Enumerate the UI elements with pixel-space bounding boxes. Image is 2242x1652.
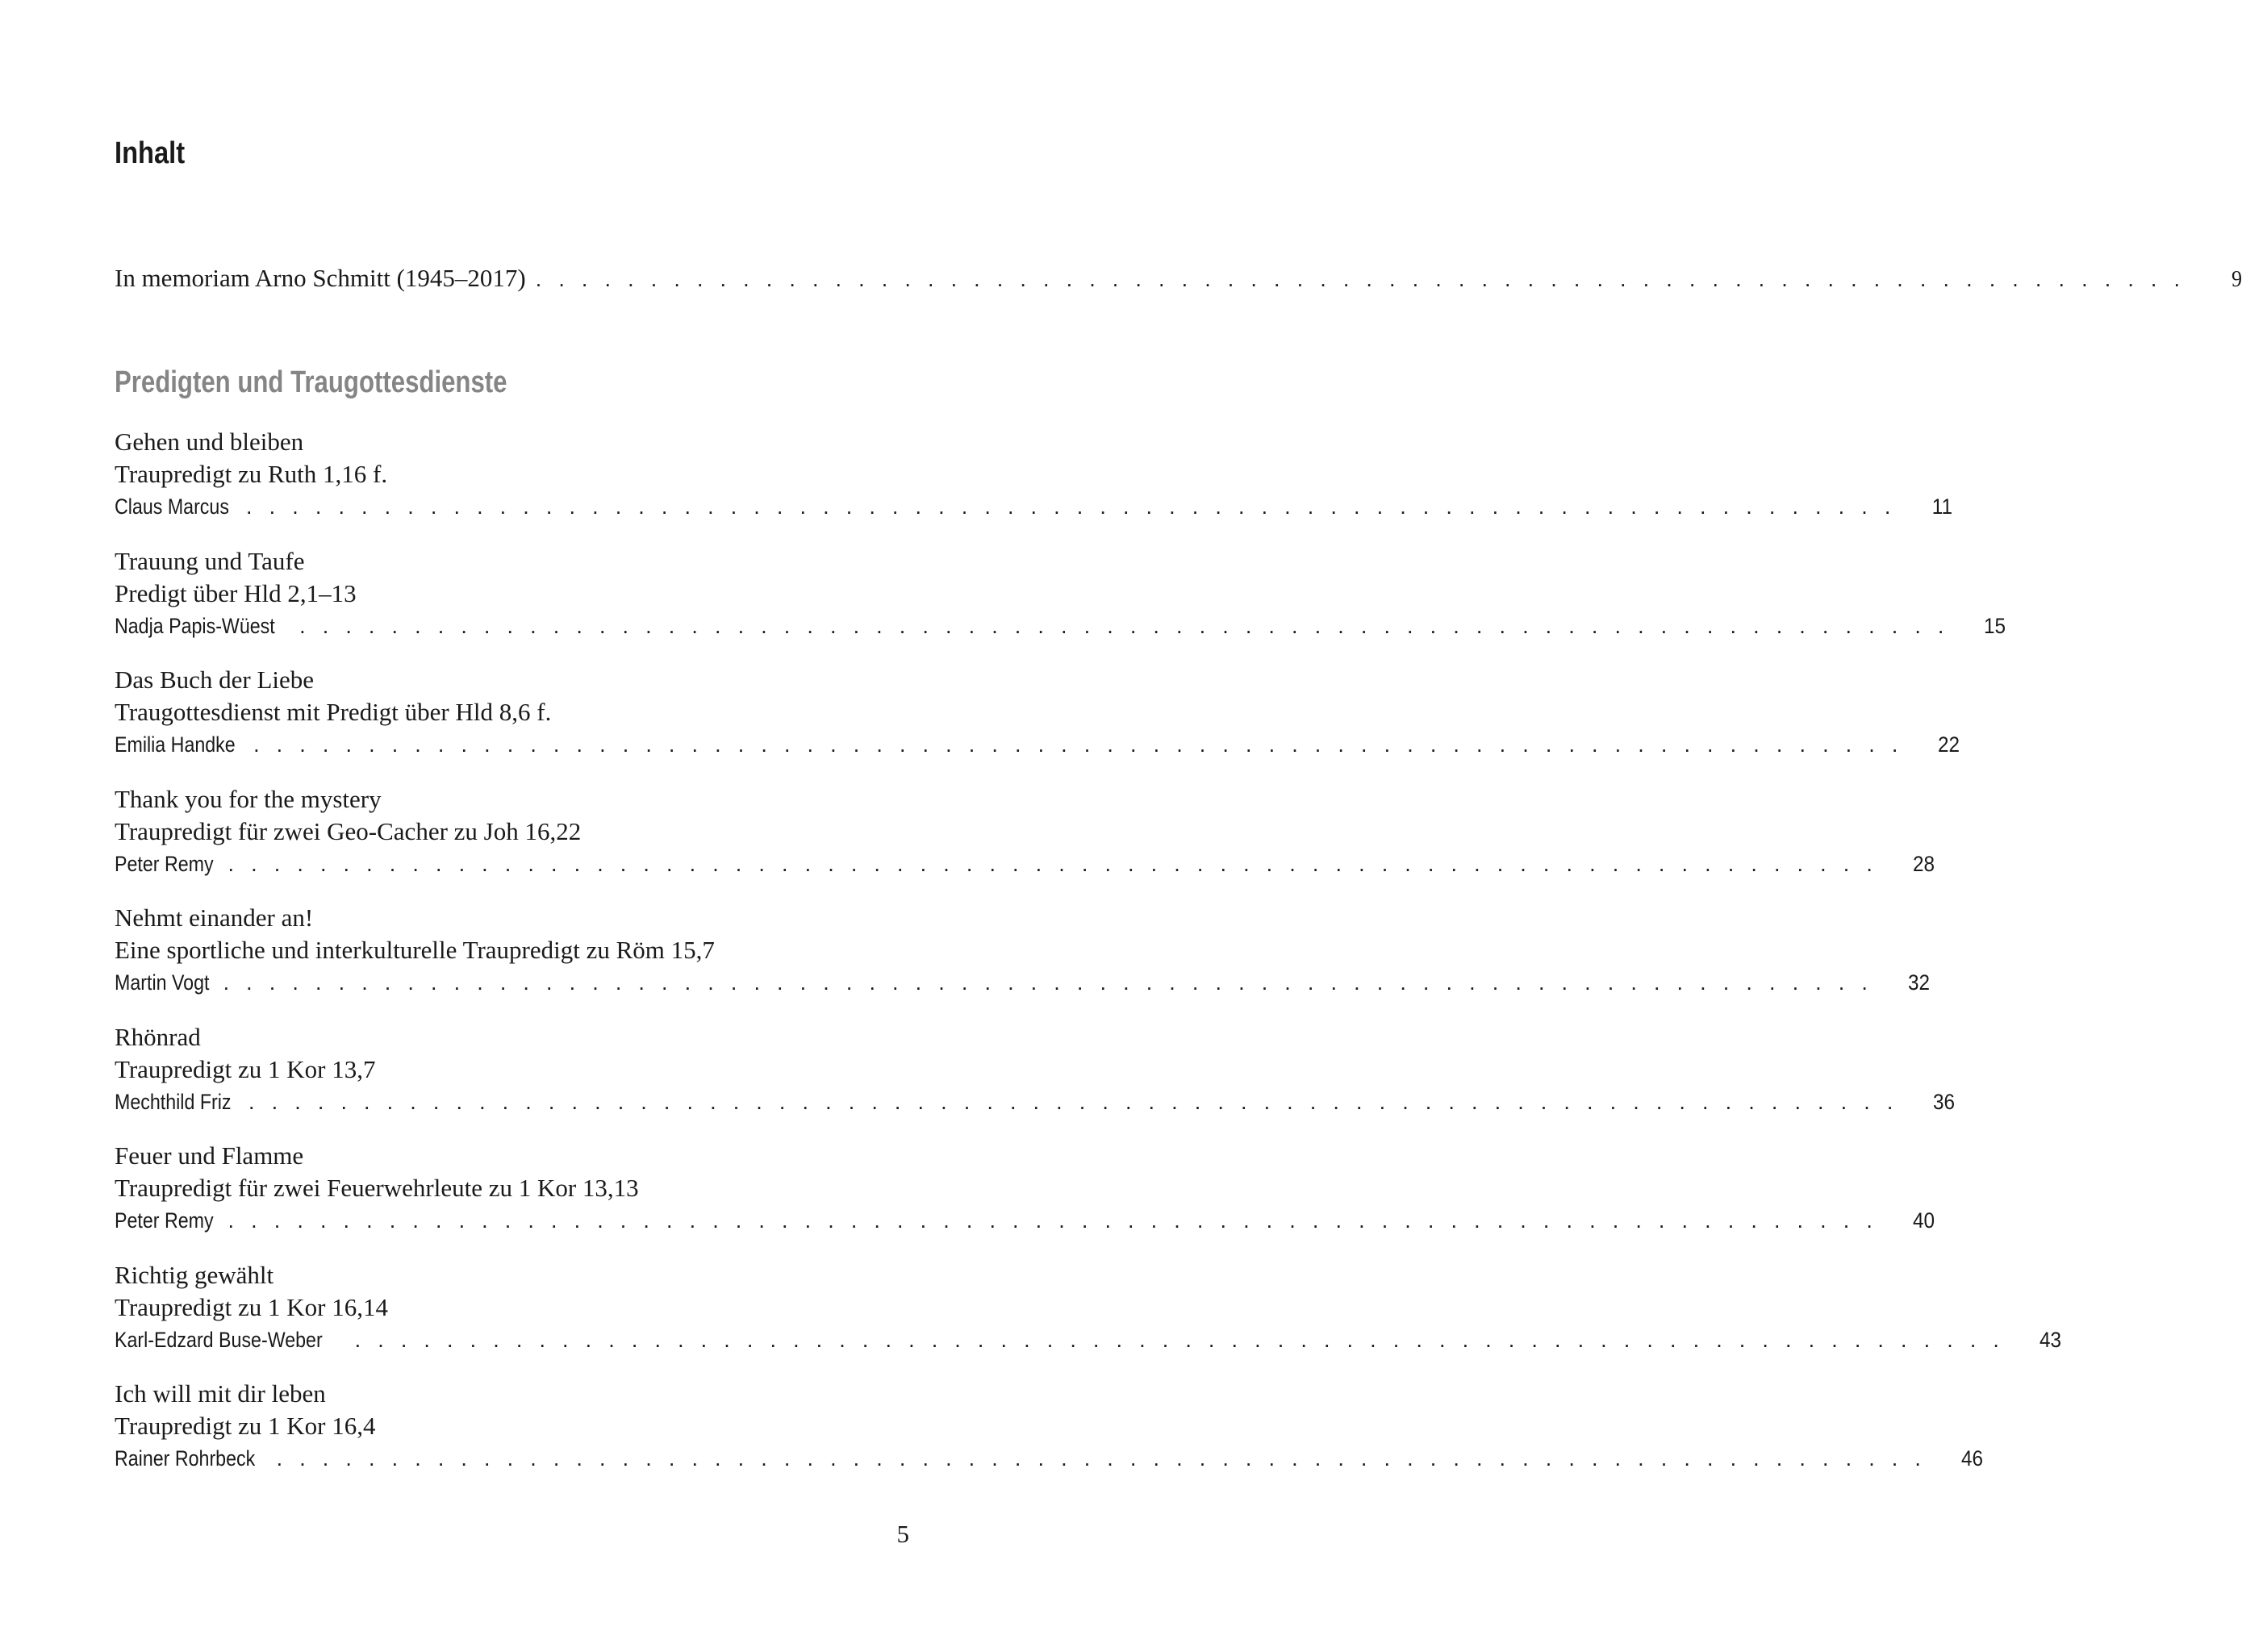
toc-entry-subtitle: Traupredigt zu 1 Kor 16,14 [115, 1293, 388, 1321]
toc-page-number: 22 [1938, 732, 1960, 757]
dot-leader: . . . . . . . . . . . . . . . . . . . . . . . . . . . . . . . . . . . . . . . . . . . . . . . . . . . . . . . . . . . . . . . . . . . . . . . . [535, 267, 2186, 291]
toc-entry-subtitle: Traupredigt für zwei Geo-Cacher zu Joh 16,22 [115, 817, 582, 845]
toc-entry-in-memoriam[interactable] [115, 262, 2242, 294]
dot-leader: . . . . . . . . . . . . . . . . . . . . . . . . . . . . . . . . . . . . . . . . . . . . . . . . . . . . . . . . . . . . . . . . . . . . . . . . [248, 1090, 1899, 1114]
section-heading: Predigten und Traugottesdienste [115, 365, 507, 399]
toc-entry-author: Emilia Handke [115, 732, 236, 757]
toc-page-number: 15 [1984, 614, 2006, 638]
toc-page-number: 11 [1931, 494, 1953, 519]
toc-page-number: 36 [1933, 1090, 1956, 1114]
toc-entry-author: Peter Remy [115, 1208, 214, 1233]
page-title: Inhalt [115, 136, 186, 170]
toc-entry-title: In memoriam Arno Schmitt (1945–2017) [115, 264, 526, 292]
toc-entry[interactable] [115, 1140, 1935, 1237]
toc-page-number: 9 [2231, 266, 2242, 292]
toc-entry-author: Nadja Papis-Wüest [115, 614, 275, 638]
toc-entry-author: Claus Marcus [115, 494, 229, 519]
toc-entry-subtitle: Traugottesdienst mit Predigt über Hld 8,6 f. [115, 698, 552, 726]
toc-entry-author: Martin Vogt [115, 970, 210, 995]
toc-entry-title: Ich will mit dir leben [115, 1379, 326, 1408]
toc-entry-author: Rainer Rohrbeck [115, 1446, 256, 1471]
dot-leader: . . . . . . . . . . . . . . . . . . . . . . . . . . . . . . . . . . . . . . . . . . . . . . . . . . . . . . . . . . . . . . . . . . . . . . . . [253, 732, 1904, 757]
toc-page-number: 28 [1912, 852, 1935, 876]
toc-entry-subtitle: Traupredigt zu Ruth 1,16 f. [115, 460, 388, 488]
toc-entry[interactable] [115, 1378, 1983, 1475]
toc-entry-author: Karl-Edzard Buse-Weber [115, 1328, 323, 1352]
toc-entry-title: Thank you for the mystery [115, 785, 382, 813]
toc-page-number: 43 [2039, 1328, 2061, 1352]
page-folio: 5 [896, 1520, 909, 1548]
dot-leader: . . . . . . . . . . . . . . . . . . . . . . . . . . . . . . . . . . . . . . . . . . . . . . . . . . . . . . . . . . . . . . . . . . . . . . . . [223, 970, 1873, 995]
dot-leader: . . . . . . . . . . . . . . . . . . . . . . . . . . . . . . . . . . . . . . . . . . . . . . . . . . . . . . . . . . . . . . . . . . . . . . . . [246, 494, 1897, 519]
dot-leader: . . . . . . . . . . . . . . . . . . . . . . . . . . . . . . . . . . . . . . . . . . . . . . . . . . . . . . . . . . . . . . . . . . . . . . . . [228, 852, 1878, 876]
toc-entry-title: Trauung und Taufe [115, 547, 305, 575]
dot-leader: . . . . . . . . . . . . . . . . . . . . . . . . . . . . . . . . . . . . . . . . . . . . . . . . . . . . . . . . . . . . . . . . . . . . . . . . [228, 1208, 1878, 1233]
toc-page-number: 40 [1912, 1208, 1935, 1233]
toc-entry[interactable] [115, 664, 1960, 761]
dot-leader: . . . . . . . . . . . . . . . . . . . . . . . . . . . . . . . . . . . . . . . . . . . . . . . . . . . . . . . . . . . . . . . . . . . . . . . . [354, 1328, 2005, 1352]
toc-entry-title: Das Buch der Liebe [115, 665, 315, 694]
toc-entry-title: Rhönrad [115, 1023, 201, 1051]
toc-entry[interactable] [115, 783, 1935, 880]
toc-entry-subtitle: Predigt über Hld 2,1–13 [115, 579, 357, 607]
toc-entry-author: Peter Remy [115, 852, 214, 876]
toc-entry-title: Nehmt einander an! [115, 903, 314, 932]
toc-entry-subtitle: Traupredigt für zwei Feuerwehrleute zu 1 Kor 13,13 [115, 1174, 639, 1202]
toc-entry-subtitle: Eine sportliche und interkulturelle Traupredigt zu Röm 15,7 [115, 936, 715, 964]
toc-entry[interactable] [115, 545, 2006, 642]
toc-page-number: 32 [1907, 970, 1930, 995]
toc-entry-title: Feuer und Flamme [115, 1141, 304, 1170]
toc-entry[interactable] [115, 1259, 2061, 1356]
toc-entry-subtitle: Traupredigt zu 1 Kor 13,7 [115, 1055, 376, 1083]
dot-leader: . . . . . . . . . . . . . . . . . . . . . . . . . . . . . . . . . . . . . . . . . . . . . . . . . . . . . . . . . . . . . . . . . . . . . . . . [299, 614, 1950, 638]
toc-entry[interactable] [115, 1021, 1956, 1118]
toc-entry-title: Richtig gewählt [115, 1261, 274, 1289]
toc-page-number: 46 [1960, 1446, 1983, 1471]
toc-entry-author: Mechthild Friz [115, 1090, 232, 1114]
toc-entry[interactable] [115, 902, 1930, 999]
toc-entry-title: Gehen und bleiben [115, 428, 304, 456]
toc-entry-subtitle: Traupredigt zu 1 Kor 16,4 [115, 1412, 376, 1440]
toc-entry[interactable] [115, 426, 1953, 523]
dot-leader: . . . . . . . . . . . . . . . . . . . . . . . . . . . . . . . . . . . . . . . . . . . . . . . . . . . . . . . . . . . . . . . . . . . . . . . . [276, 1446, 1927, 1471]
